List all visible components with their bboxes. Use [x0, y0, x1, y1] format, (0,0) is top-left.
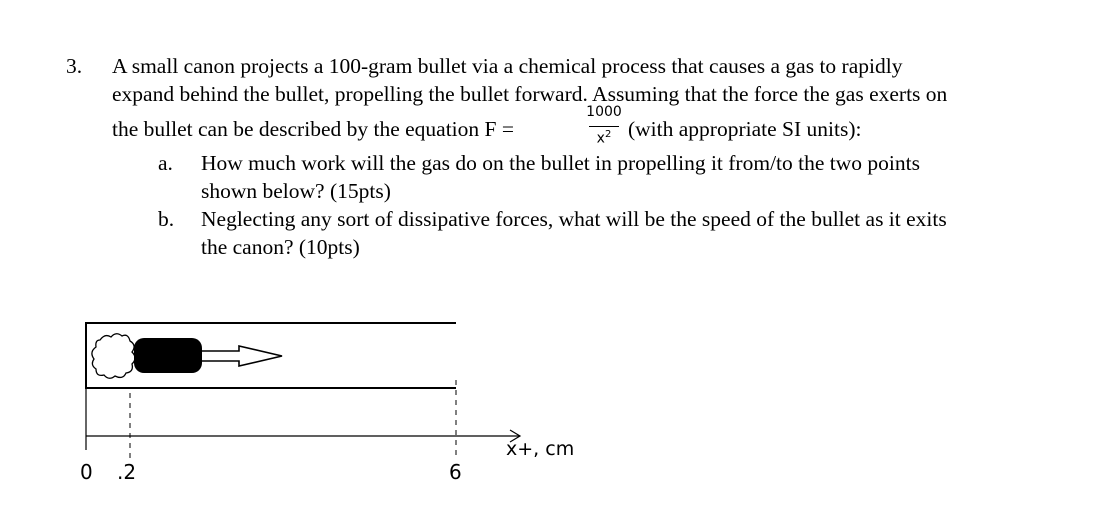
tick-label-start: .2: [117, 460, 137, 484]
tick-label-end: 6: [449, 460, 462, 484]
denominator-exponent: 2: [604, 129, 612, 140]
denominator-base: x: [596, 130, 605, 147]
bullet: [134, 338, 202, 373]
gas-cloud-icon: [92, 334, 135, 379]
part-b-line-2: the canon? (10pts): [201, 235, 360, 259]
part-a-line-1: How much work will the gas do on the bullet in propelling it from/to the two points: [201, 151, 920, 175]
part-a-marker: a.: [158, 151, 173, 175]
part-b-marker: b.: [158, 207, 175, 231]
fraction-numerator: 1000: [586, 104, 622, 120]
tick-label-0: 0: [80, 460, 93, 484]
part-a-line-2: shown below? (15pts): [201, 179, 391, 203]
force-arrow-icon: [202, 346, 282, 366]
axis-label: x+, cm: [506, 438, 575, 460]
problem-intro-line-2: expand behind the bullet, propelling the bullet forward. Assuming that the force the gas exerts on: [112, 82, 948, 106]
problem-intro-line-1: A small canon projects a 100-gram bullet via a chemical process that causes a gas to rapidly: [112, 54, 903, 78]
problem-number: 3.: [66, 54, 83, 78]
problem-intro-line-3-pre: the bullet can be described by the equation F =: [112, 117, 514, 141]
problem-intro-line-3-post: (with appropriate SI units):: [628, 117, 862, 141]
part-b-line-1: Neglecting any sort of dissipative forces, what will be the speed of the bullet as it exits: [201, 207, 947, 231]
